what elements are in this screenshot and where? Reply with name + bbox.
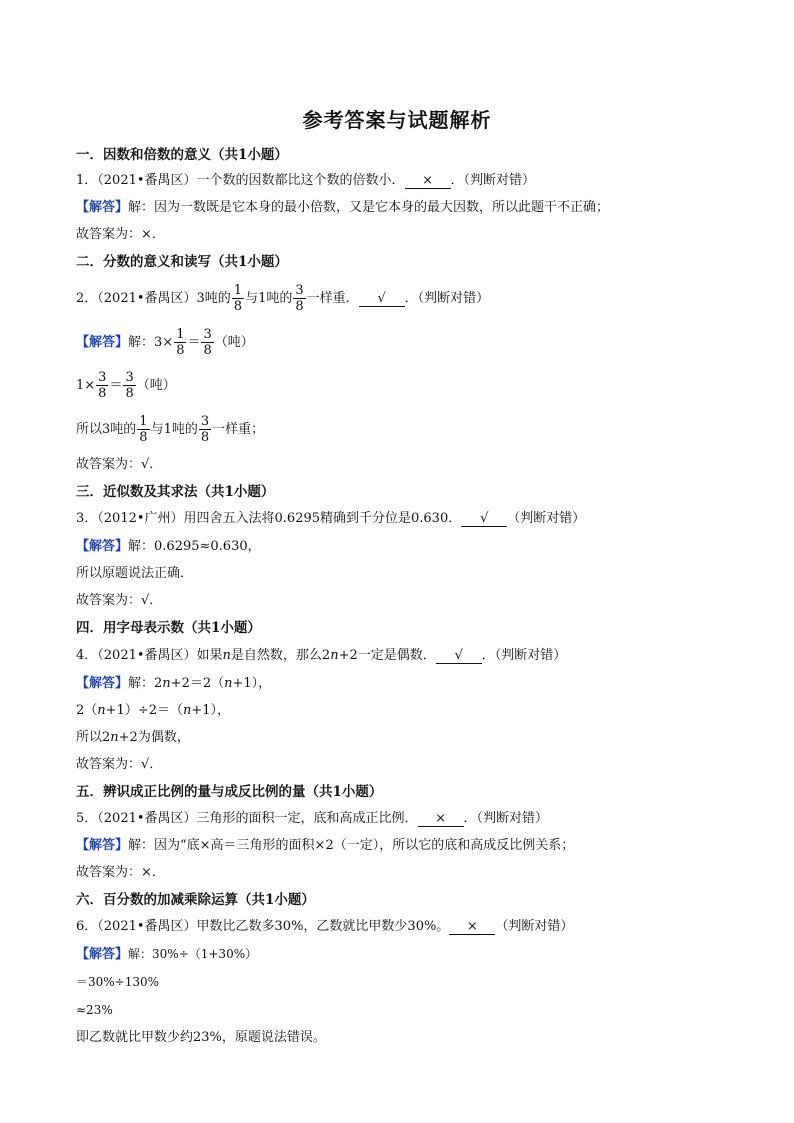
solution-text: +1）， — [232, 676, 272, 691]
answer-blank: × — [405, 173, 451, 189]
solution-6-line-2: ＝30%÷130% — [76, 975, 160, 989]
solution-text: （吨） — [136, 378, 176, 393]
solution-tag: 【解答】 — [76, 838, 129, 853]
section-heading-5: 五．辨识成正比例的量与成反比例的量（共1小题） — [76, 784, 383, 800]
fraction-3-8: $\frac{3}{8}$ — [295, 283, 304, 314]
solution-6-line-3: ≈23% — [76, 1003, 113, 1017]
question-text: 与1吨的 — [245, 291, 293, 306]
variable-n: n — [110, 730, 119, 745]
question-1 — [76, 172, 535, 190]
solution-6-line-1 — [76, 945, 257, 964]
solution-2-line-1 — [76, 327, 254, 358]
variable-n: n — [224, 676, 233, 691]
variable-n: n — [182, 703, 192, 718]
solution-text: 解：2 — [128, 676, 163, 691]
solution-text: 解：3× — [128, 335, 174, 350]
solution-4-line-2 — [76, 702, 230, 720]
answer-blank: √ — [436, 648, 482, 664]
section-heading-1: 一．因数和倍数的意义（共1小题） — [76, 147, 288, 163]
solution-4-line-3 — [76, 729, 190, 747]
solution-text: 所以3吨的 — [76, 422, 137, 437]
question-tail: ．（判断对错） — [463, 811, 549, 826]
solution-5-line-2: 故答案为：×． — [76, 865, 165, 880]
solution-6-line-4: 即乙数就比甲数少约23%，原题说法错误。 — [76, 1030, 326, 1045]
solution-text: 所以2 — [76, 730, 111, 745]
fraction-1-8: $\frac{1}{8}$ — [233, 283, 243, 314]
solution-5-line-1 — [76, 837, 574, 855]
question-tail: （判断对错） — [507, 511, 586, 526]
solution-4-line-4: 故答案为：√． — [76, 757, 163, 772]
question-tail: （判断对错） — [495, 919, 574, 934]
solution-tag: 【解答】 — [76, 676, 129, 691]
question-text: 是自然数，那么2 — [230, 648, 331, 663]
solution-2-line-2 — [76, 370, 176, 401]
question-text: 1．（2021•番禺区）一个数的因数都比这个数的倍数小． — [76, 173, 405, 188]
question-6 — [76, 918, 573, 936]
variable-n: n — [222, 648, 231, 663]
solution-2-line-3 — [76, 414, 264, 445]
fraction-3-8: $\frac{3}{8}$ — [98, 370, 107, 401]
section-heading-4: 四．用字母表示数（共1小题） — [76, 620, 261, 636]
solution-text: +2为偶数， — [118, 730, 190, 745]
solution-text: （吨） — [214, 335, 254, 350]
answer-blank: √ — [461, 511, 507, 527]
fraction-3-8: $\frac{3}{8}$ — [203, 327, 212, 358]
answer-blank: × — [418, 811, 464, 827]
solution-text: +1）， — [191, 703, 231, 718]
question-5 — [76, 810, 548, 828]
section-heading-3: 三．近似数及其求法（共1小题） — [76, 484, 275, 500]
answer-blank: √ — [359, 291, 405, 307]
fraction-3-8: $\frac{3}{8}$ — [200, 414, 210, 445]
solution-text: 解：因为一数既是它本身的最小倍数，又是它本身的最大因数，所以此题干不正确； — [128, 200, 610, 215]
question-3 — [76, 510, 585, 528]
solution-text: 1× — [76, 378, 96, 393]
solution-2-line-4: 故答案为：√． — [76, 457, 163, 472]
question-text: 2．（2021•番禺区）3吨的 — [76, 291, 231, 306]
solution-tag: 【解答】 — [76, 947, 129, 962]
solution-tag: 【解答】 — [76, 200, 129, 215]
page-title: 参考答案与试题解析 — [302, 108, 492, 132]
section-heading-2: 二．分数的意义和读写（共1小题） — [76, 254, 288, 270]
question-text: 一样重． — [306, 291, 359, 306]
fraction-3-8: $\frac{3}{8}$ — [125, 370, 134, 401]
solution-tag: 【解答】 — [76, 539, 129, 554]
section-heading-6: 六．百分数的加减乘除运算（共1小题） — [76, 892, 315, 908]
answer-blank: × — [449, 919, 495, 935]
solution-text: 解：0.6295≈0.630， — [128, 539, 261, 554]
solution-tag: 【解答】 — [76, 335, 129, 350]
question-text: +2一定是偶数． — [338, 648, 436, 663]
question-text: 3．（2012•广州）用四舍五入法将0.6295精确到千分位是0.630． — [76, 511, 462, 526]
solution-1-line-2: 故答案为：×． — [76, 227, 165, 242]
question-text: 4．（2021•番禺区）如果 — [76, 648, 223, 663]
question-tail: ．（判断对错） — [481, 648, 567, 663]
solution-3-line-1 — [76, 538, 261, 556]
solution-text: ＝ — [109, 378, 123, 393]
question-tail: ．（判断对错） — [450, 173, 536, 188]
solution-text: 一样重； — [212, 422, 265, 437]
solution-text: 与1吨的 — [150, 422, 198, 437]
fraction-1-8: $\frac{1}{8}$ — [139, 414, 148, 445]
solution-3-line-3: 故答案为：√． — [76, 593, 163, 608]
solution-3-line-2: 所以原题说法正确． — [76, 566, 194, 581]
solution-text: 解：30%÷（1+30%） — [128, 947, 258, 961]
question-4 — [76, 647, 566, 665]
solution-text: ＝ — [187, 335, 201, 350]
solution-text: +1）÷2＝（ — [105, 703, 183, 718]
question-text: 5．（2021•番禺区）三角形的面积一定，底和高成正比例． — [76, 811, 418, 826]
question-2 — [76, 283, 489, 314]
solution-4-line-1 — [76, 675, 271, 693]
solution-1-line-1 — [76, 199, 609, 217]
variable-n: n — [162, 676, 171, 691]
solution-text: 解：因为“底×高＝三角形的面积×2（一定），所以它的底和高成反比例关系； — [128, 838, 575, 853]
variable-n: n — [97, 703, 106, 718]
variable-n: n — [330, 648, 339, 663]
solution-text: +2＝2（ — [170, 676, 225, 691]
fraction-1-8: $\frac{1}{8}$ — [176, 327, 185, 358]
question-text: 6．（2021•番禺区）甲数比乙数多30%，乙数就比甲数少30%。 — [76, 919, 450, 934]
solution-text: 2（ — [76, 703, 98, 718]
question-tail: ．（判断对错） — [404, 291, 490, 306]
